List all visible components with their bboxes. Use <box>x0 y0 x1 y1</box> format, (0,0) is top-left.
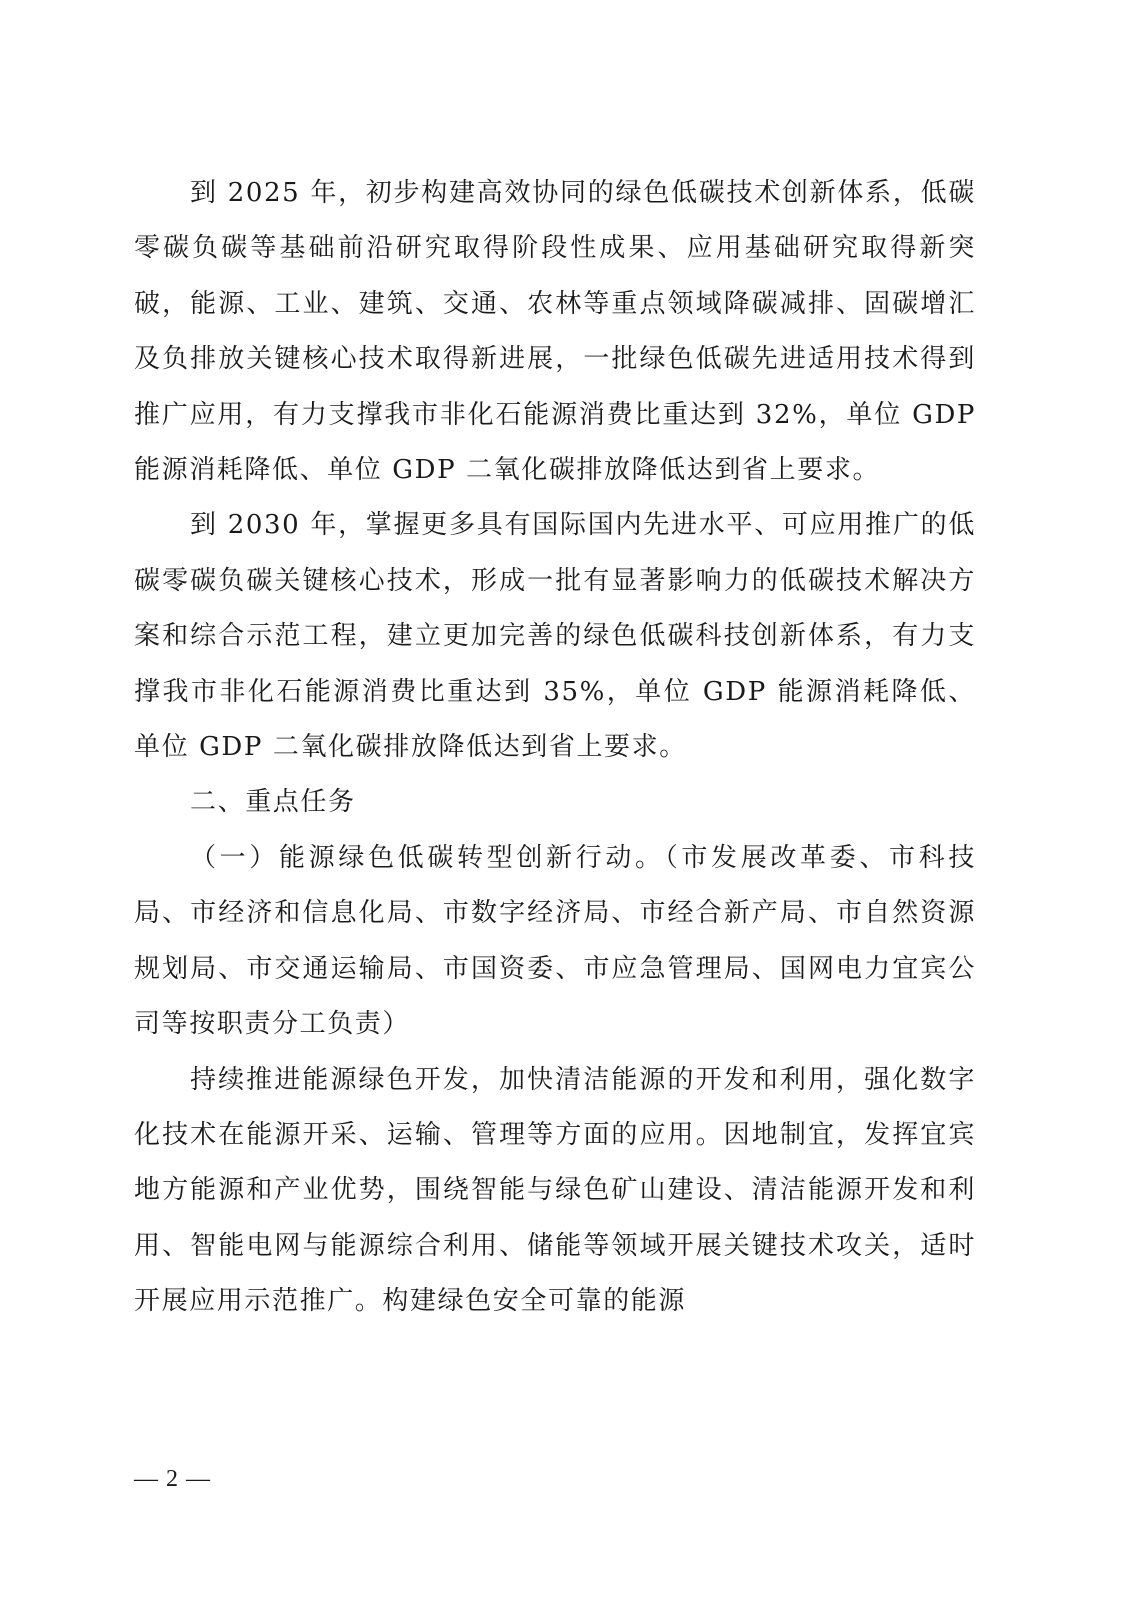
subsection-block <box>134 831 976 1053</box>
document-body <box>134 166 976 1330</box>
paragraph-2030-goals: 到 2030 年，掌握更多具有国际国内先进水平、可应用推广的低碳零碳负碳关键核心技术，形成一批有显著影响力的低碳技术解决方案和综合示范工程，建立更加完善的绿色低碳科技创新体系，有力支撑我市非化石能源消费比重达到 35%，单位 GDP 能源消耗降低、单位 GDP 二氧化碳排放降低达到省上要求。 <box>134 510 976 763</box>
paragraph-2025-goals: 到 2025 年，初步构建高效协同的绿色低碳技术创新体系，低碳零碳负碳等基础前沿研究取得阶段性成果、应用基础研究取得新突破，能源、工业、建筑、交通、农林等重点领域降碳减排、固碳增汇及负排放关键核心技术取得新进展，一批绿色低碳先进适用技术得到推广应用，有力支撑我市非化石能源消费比重达到 32%，单位 GDP 能源消耗降低、单位 GDP 二氧化碳排放降低达到省上要求。 <box>134 178 976 486</box>
subsection-responsible: （市发展改革委、市科技局、市经济和信息化局、市数字经济局、市经合新产局、市自然资源规划局、市交通运输局、市国资委、市应急管理局、国网电力宜宾公司等按职责分工负责） <box>134 842 976 1040</box>
subsection-title: （一）能源绿色低碳转型创新行动。 <box>190 842 665 873</box>
page-number: — 2 — <box>134 1466 211 1492</box>
paragraph-energy-action: 持续推进能源绿色开发，加快清洁能源的开发和利用，强化数字化技术在能源开采、运输、管理等方面的应用。因地制宜，发挥宜宾地方能源和产业优势，围绕智能与绿色矿山建设、清洁能源开发和利用、智能电网与能源综合利用、储能等领域开展关键技术攻关，适时开展应用示范推广。构建绿色安全可靠的能源 <box>134 1064 976 1317</box>
section-heading: 二、重点任务 <box>190 787 356 818</box>
